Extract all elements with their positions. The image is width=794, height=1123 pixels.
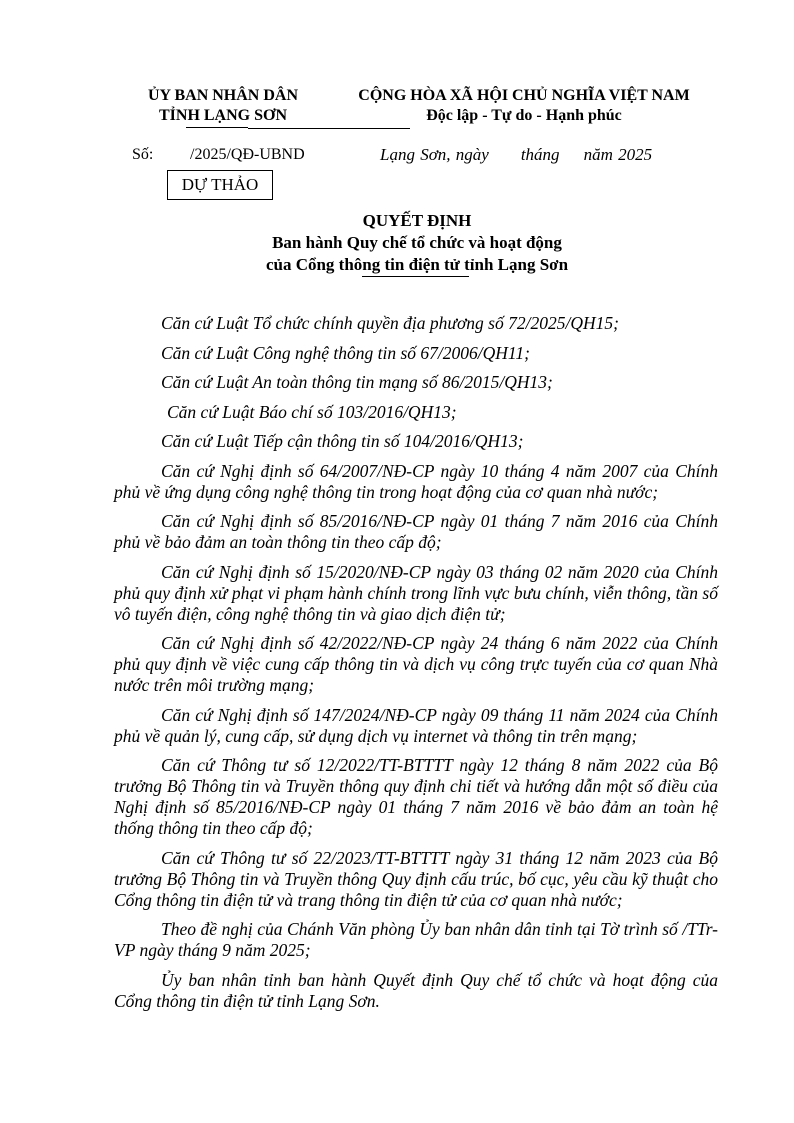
doc-number-label: Số: [132, 146, 154, 163]
place-date-year: năm 2025 [583, 145, 653, 164]
paragraph: Ủy ban nhân tỉnh ban hành Quyết định Quy chế tổ chức và hoạt động của Cổng thông tin điện tử tỉnh Lạng Sơn. [114, 969, 718, 1011]
title-line-1: QUYẾT ĐỊNH [362, 211, 472, 230]
paragraph: Căn cứ Nghị định số 15/2020/NĐ-CP ngày 03 tháng 02 năm 2020 của Chính phủ quy định xử phạt vi phạm hành chính trong lĩnh vực bưu chính, viễn thông, tần số vô tuyến điện, công nghệ thông tin và giao dịch điện tử; [114, 561, 718, 624]
paragraph: Căn cứ Nghị định số 85/2016/NĐ-CP ngày 01 tháng 7 năm 2016 của Chính phủ về bảo đảm an toàn thông tin theo cấp độ; [114, 511, 718, 552]
paragraph: Căn cứ Luật Công nghệ thông tin số 67/2006/QH11; [161, 342, 530, 363]
place-date-place: Lạng Sơn, ngày [380, 145, 489, 164]
paragraph: Theo đề nghị của Chánh Văn phòng Ủy ban nhân dân tỉnh tại Tờ trình số /TTr-VP ngày tháng 9 năm 2025; [114, 919, 718, 960]
national-header [334, 86, 714, 126]
paragraph: Căn cứ Nghị định số 147/2024/NĐ-CP ngày 09 tháng 11 năm 2024 của Chính phủ về quản lý, cung cấp, sử dụng dịch vụ internet và thông tin trên mạng; [114, 704, 718, 746]
title-underline [362, 276, 469, 277]
paragraph: Căn cứ Luật Báo chí số 103/2016/QH13; [167, 401, 457, 422]
paragraph: Căn cứ Luật Tiếp cận thông tin số 104/2016/QH13; [161, 431, 524, 451]
issuer-underline [186, 127, 248, 128]
paragraph: Căn cứ Nghị định số 42/2022/NĐ-CP ngày 24 tháng 6 năm 2022 của Chính phủ quy định về việc cung cấp thông tin và dịch vụ công trực tuyến của cơ quan Nhà nước trên môi trường mạng; [114, 633, 718, 695]
issuer-province: TỈNH LẠNG SƠN [158, 107, 288, 124]
paragraph: Căn cứ Thông tư số 12/2022/TT-BTTTT ngày 12 tháng 8 năm 2022 của Bộ trưởng Bộ Thông tin và Truyền thông quy định chi tiết và hướng dẫn một số điều của Nghị định số 85/2016/NĐ-CP ngày 01 tháng 7 năm 2016 về bảo đảm an toàn hệ thống thông tin theo cấp độ; [114, 755, 718, 838]
paragraph: Căn cứ Luật An toàn thông tin mạng số 86/2015/QH13; [161, 372, 553, 392]
motto-underline [248, 128, 410, 129]
document-body [114, 313, 718, 1020]
title-line-2: Ban hành Quy chế tổ chức và hoạt động [272, 233, 562, 252]
draft-stamp: DỰ THẢO [167, 170, 273, 200]
issuer-header [130, 86, 316, 126]
doc-number-value: /2025/QĐ-UBND [190, 146, 305, 163]
paragraph: Căn cứ Luật Tổ chức chính quyền địa phương số 72/2025/QH15; [161, 313, 619, 333]
issuer-name: ỦY BAN NHÂN DÂN [147, 87, 299, 104]
paragraph: Căn cứ Nghị định số 64/2007/NĐ-CP ngày 10 tháng 4 năm 2007 của Chính phủ về ứng dụng công nghệ thông tin trong hoạt động của cơ quan nhà nước; [114, 460, 718, 502]
place-date-month: tháng [520, 145, 560, 164]
decision-title [170, 210, 664, 276]
national-motto: Độc lập - Tự do - Hạnh phúc [426, 107, 622, 124]
national-title: CỘNG HÒA XÃ HỘI CHỦ NGHĨA VIỆT NAM [358, 87, 690, 104]
paragraph: Căn cứ Thông tư số 22/2023/TT-BTTTT ngày 31 tháng 12 năm 2023 của Bộ trưởng Bộ Thông tin và Truyền thông Quy định cấu trúc, bố cục, yêu cầu kỹ thuật cho Cổng thông tin điện tử và trang thông tin điện tử của cơ quan nhà nước; [114, 847, 718, 910]
title-line-3: của Cổng thông tin điện tử tỉnh Lạng Sơn [265, 255, 569, 274]
place-date [380, 145, 652, 165]
